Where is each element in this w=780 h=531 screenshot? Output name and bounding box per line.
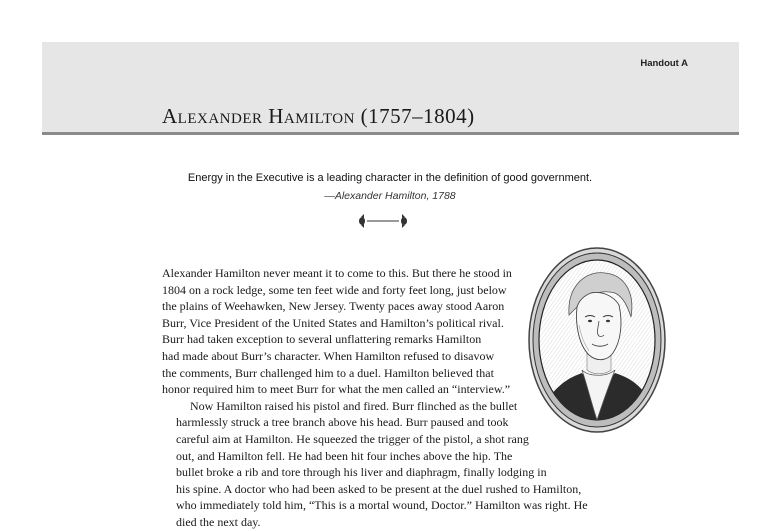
text-line: had made about Burr’s character. When Hamilton refused to disavow: [162, 348, 495, 363]
page-title: Alexander Hamilton (1757–1804): [162, 104, 475, 128]
text-line: 1804 on a rock ledge, some ten feet wide and forty feet long, just below: [162, 282, 507, 297]
text-line: bullet broke a rib and tore through his liver and diaphragm, finally lodging in: [176, 465, 547, 480]
text-line: Burr, Vice President of the United States and Hamilton’s political rival.: [162, 315, 504, 330]
epigraph-quote: Energy in the Executive is a leading character in the definition of good government.: [187, 172, 593, 184]
text-line: the plains of Weehawken, New Jersey. Twenty paces away stood Aaron: [162, 299, 505, 314]
alexander-hamilton-portrait: [527, 245, 667, 435]
text-line: honor required him to meet Burr for what the men called an “interview.”: [162, 382, 511, 397]
epigraph-attribution: —Alexander Hamilton, 1788: [324, 190, 456, 202]
paragraph-1: [162, 265, 557, 398]
paragraph-2: [162, 398, 588, 531]
handout-label: Handout A: [640, 58, 688, 69]
text-line: his spine. A doctor who had been asked to be present at the duel rushed to Hamilton,: [176, 481, 582, 496]
text-line: who immediately told him, “This is a mortal wound, Doctor.” Hamilton was right. He: [176, 498, 588, 513]
body-text: [162, 265, 588, 531]
text-line: harmlessly struck a tree branch above his head. Burr paused and took: [176, 415, 509, 430]
text-line: Burr had taken exception to several unflattering remarks Hamilton: [162, 332, 482, 347]
fleuron-divider-icon: [355, 213, 411, 229]
text-line: the comments, Burr challenged him to a duel. Hamilton believed that: [162, 365, 494, 380]
text-line: out, and Hamilton fell. He had been hit four inches above the hip. The: [176, 448, 513, 463]
text-line: Alexander Hamilton never meant it to come to this. But there he stood in: [162, 266, 512, 280]
text-line: careful aim at Hamilton. He squeezed the trigger of the pistol, a shot rang: [176, 431, 529, 446]
text-line: died the next day.: [176, 514, 261, 529]
text-line: Now Hamilton raised his pistol and fired. Burr flinched as the bullet: [190, 398, 518, 413]
